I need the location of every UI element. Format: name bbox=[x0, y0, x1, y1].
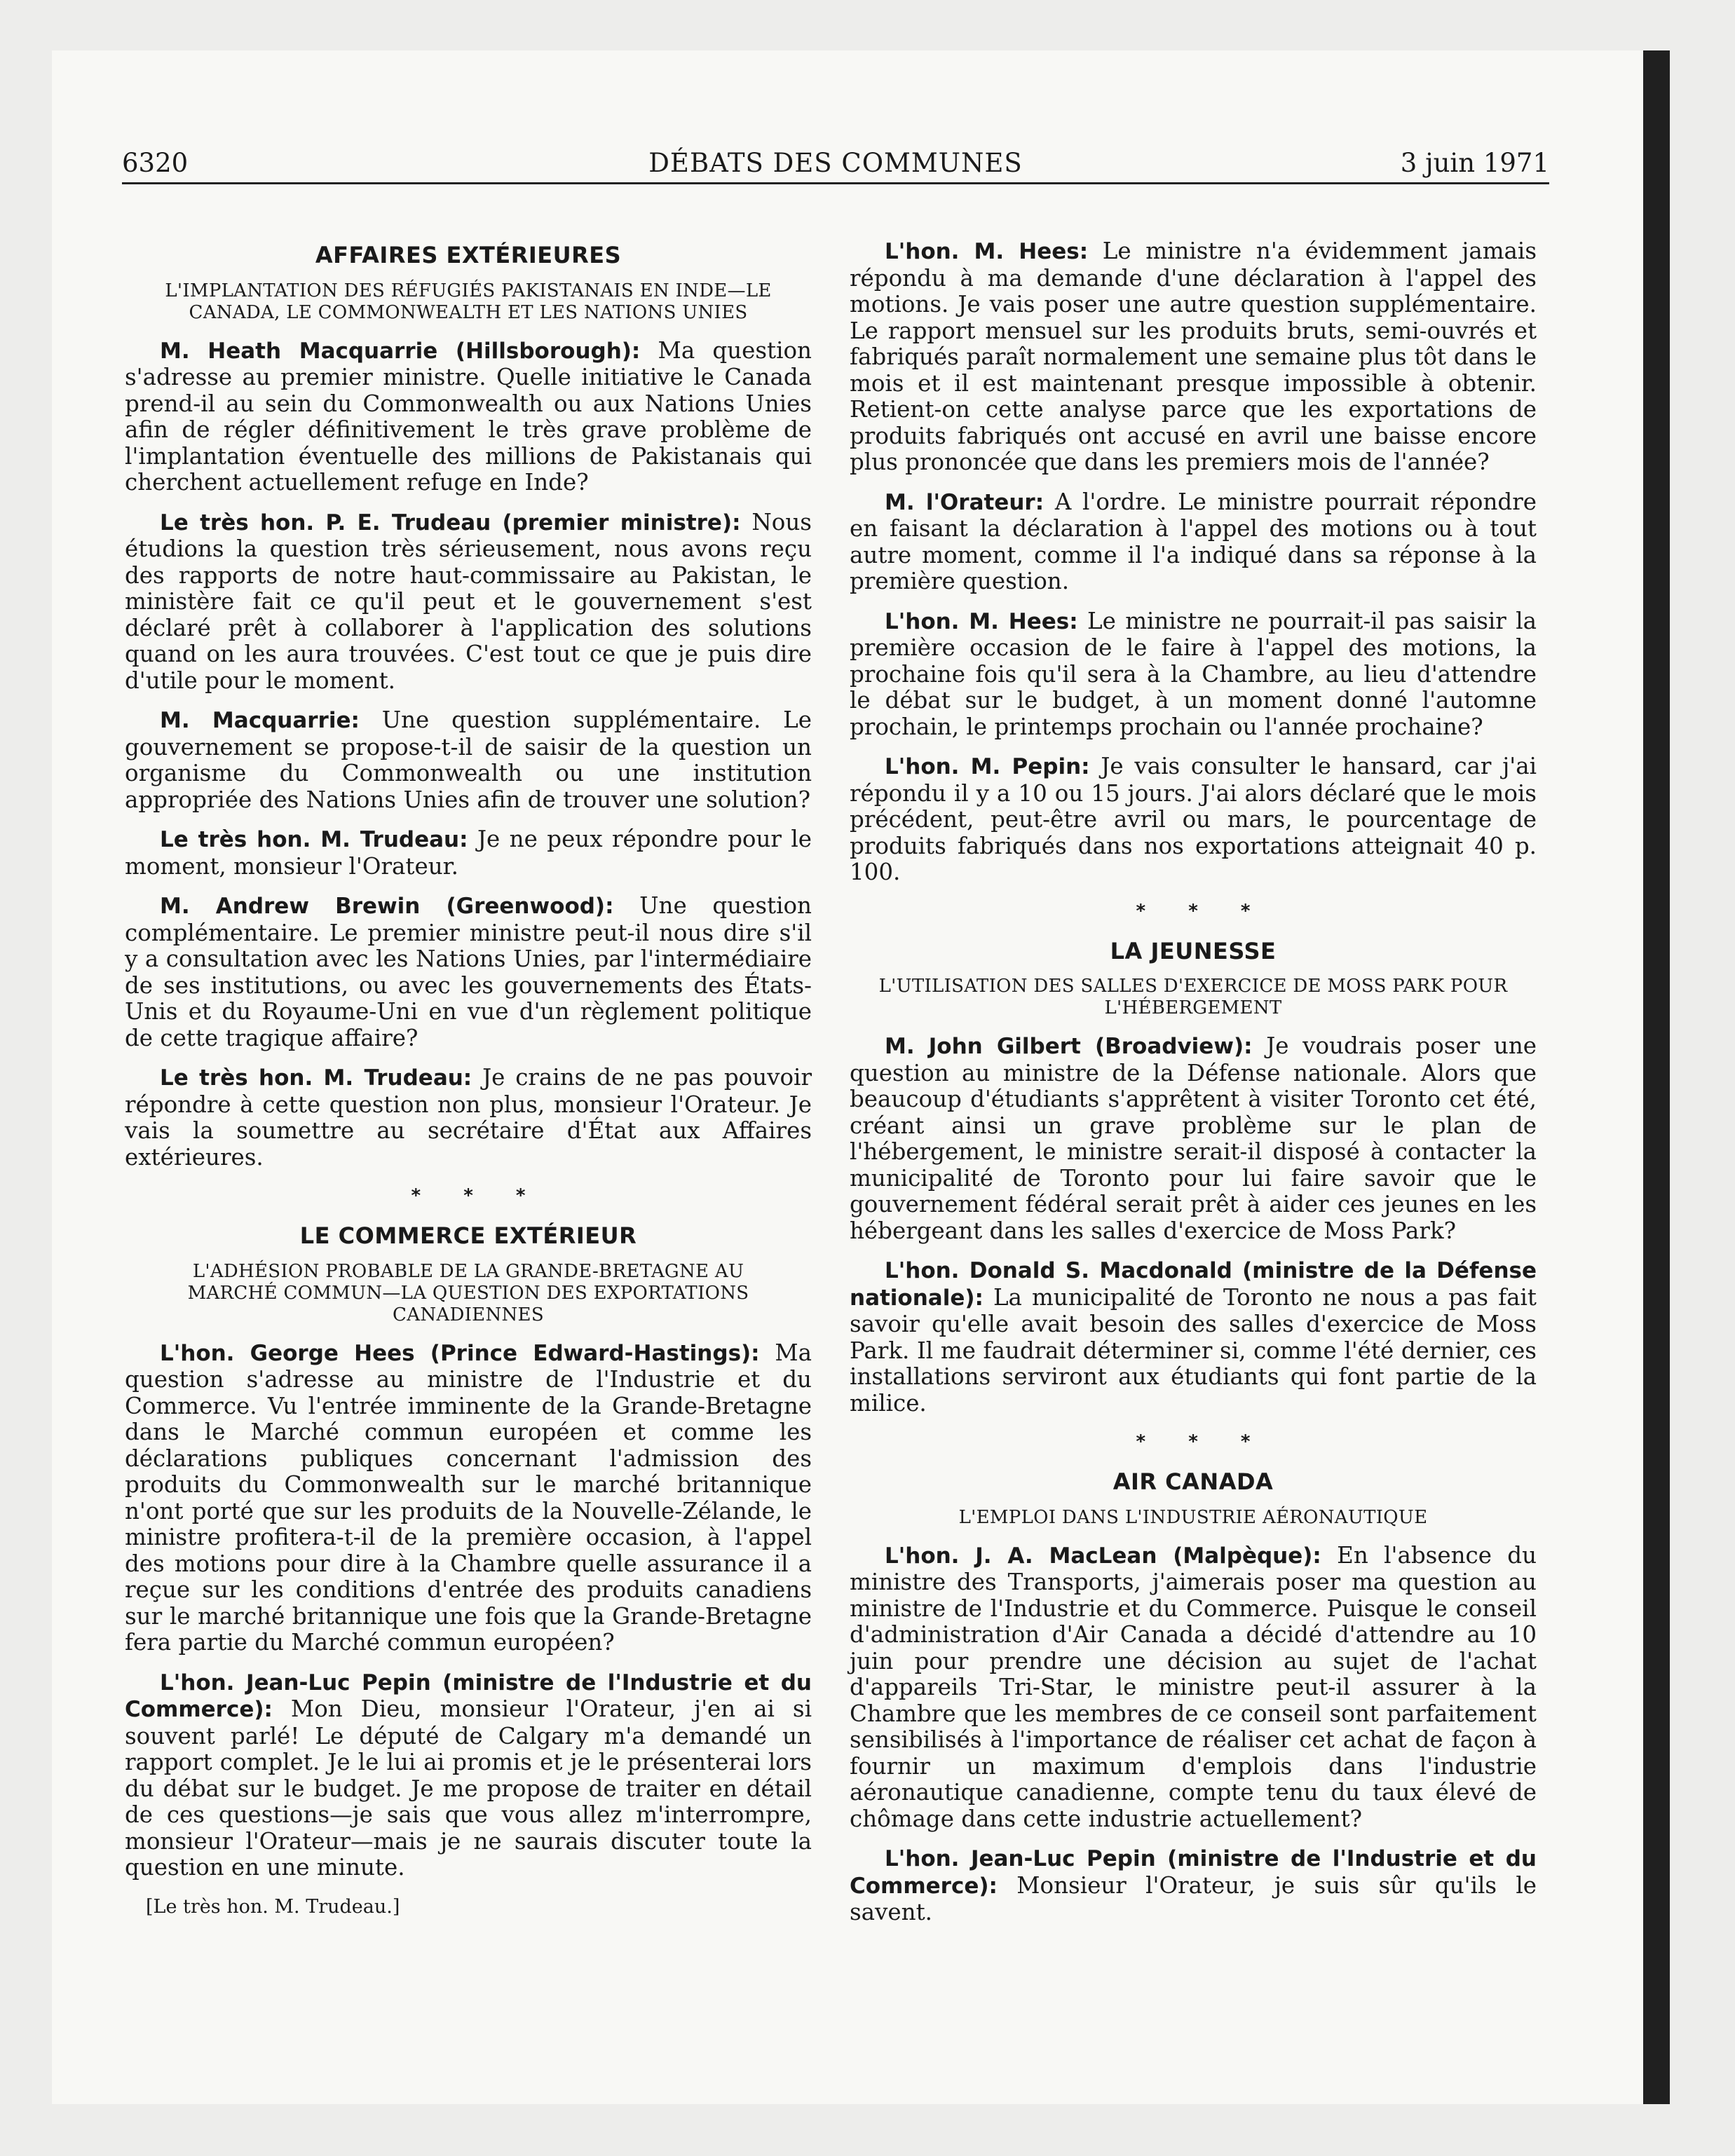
speech-paragraph bbox=[850, 608, 1537, 741]
speech-text: A l'ordre. Le ministre pourrait répondre en faisant la déclaration à l'appel des motions ou à tout autre moment, comme il l'a indiqué dans sa réponse à la première question. bbox=[850, 488, 1537, 594]
speech-text: Nous étudions la question très sérieusement, nous avons reçu des rapports de notre haut-commissaire au Pakistan, le ministère fait ce qu'il peut et le gouvernement s'est déclaré prêt à collaborer à l'application des solutions quand on les aura trouvées. C'est tout ce que je puis dire d'utile pour le moment. bbox=[125, 508, 812, 694]
speech-paragraph bbox=[850, 1845, 1537, 1926]
speaker-name: L'hon. J. A. MacLean (Malpèque): bbox=[885, 1543, 1321, 1569]
section-heading: AIR CANADA bbox=[1113, 1468, 1274, 1495]
speech-paragraph bbox=[125, 707, 812, 813]
speech-paragraph bbox=[125, 338, 812, 496]
section-subheading: L'UTILISATION DES SALLES D'EXERCICE DE MOSS PARK POUR L'HÉBERGEMENT bbox=[878, 976, 1508, 1018]
speech-text: Ma question s'adresse au ministre de l'Industrie et du Commerce. Vu l'entrée imminente de la Grande-Bretagne dans le Marché commun européen et comme les déclarations publiques concernant l'admission des produits du Commonwealth sur le marché britannique n'ont porté que sur les produits de la Nouvelle-Zélande, le ministre profitera-t-il de la première occasion, à l'appel des motions pour dire à la Chambre quelle assurance il a reçue sur les conditions d'entrée des produits canadiens sur le marché britannique une fois que la Grande-Bretagne fera partie du Marché commun européen? bbox=[125, 1339, 812, 1656]
speech-text: Une question complémentaire. Le premier ministre peut-il nous dire s'il y a consultation avec les Nations Unies, par l'intermédiaire de ses institutions, ou avec les gouvernements des États-Unis et du Royaume-Uni en vue d'un règlement politique de cette tragique affaire? bbox=[125, 892, 812, 1051]
speech-paragraph bbox=[850, 1033, 1537, 1244]
speaker-name: L'hon. M. Pepin: bbox=[885, 754, 1090, 779]
speaker-name: Le très hon. M. Trudeau: bbox=[160, 1065, 472, 1091]
speaker-name: M. Macquarrie: bbox=[160, 708, 360, 733]
speech-paragraph bbox=[850, 238, 1537, 476]
section-subheading: L'ADHÉSION PROBABLE DE LA GRANDE-BRETAGNE AU MARCHÉ COMMUN—LA QUESTION DES EXPORTATIONS CANADIENNES bbox=[187, 1260, 749, 1325]
page-header bbox=[122, 140, 1549, 184]
publication-date: 3 juin 1971 bbox=[1400, 148, 1549, 178]
speech-paragraph bbox=[125, 510, 812, 695]
section-separator: * * * bbox=[1136, 1431, 1269, 1452]
left-column bbox=[125, 238, 812, 1920]
speaker-name: M. l'Orateur: bbox=[885, 489, 1045, 515]
section-heading: AFFAIRES EXTÉRIEURES bbox=[315, 242, 622, 268]
speech-paragraph bbox=[850, 489, 1537, 595]
speech-text: La municipalité de Toronto ne nous a pas fait savoir qu'elle avait besoin des salles d'exercice de Moss Park. Il me faudrait déterminer si, comme l'été dernier, ces installations serviront aux étudiants qui font partie de la milice. bbox=[850, 1283, 1537, 1417]
speaker-name: M. John Gilbert (Broadview): bbox=[885, 1034, 1253, 1059]
speech-text: Je voudrais poser une question au ministre de la Défense nationale. Alors que beaucoup d'étudiants s'apprêtent à visiter Toronto cet été, créant ainsi un grave problème sur le plan de l'hébergement, le ministre serait-il disposé à contacter la municipalité de Toronto pour lui faire savoir que le gouvernement fédéral serait prêt à aider ces jeunes en les hébergeant dans les salles d'exercice de Moss Park? bbox=[850, 1032, 1537, 1244]
speech-paragraph bbox=[850, 753, 1537, 886]
section-separator: * * * bbox=[411, 1185, 544, 1206]
speech-paragraph bbox=[125, 1670, 812, 1881]
section-heading: LE COMMERCE EXTÉRIEUR bbox=[299, 1222, 637, 1249]
speaker-name: L'hon. George Hees (Prince Edward-Hastings): bbox=[160, 1340, 760, 1366]
right-column bbox=[850, 238, 1537, 1939]
speech-text: Une question supplémentaire. Le gouvernement se propose-t-il de saisir de la question un organisme du Commonwealth ou une institution appropriée des Nations Unies afin de trouver une solution? bbox=[125, 707, 812, 813]
speaker-name: M. Andrew Brewin (Greenwood): bbox=[160, 894, 614, 919]
speech-text: Je crains de ne pas pouvoir répondre à cette question non plus, monsieur l'Orateur. Je vais la soumettre au secrétaire d'État aux Affaires extérieures. bbox=[125, 1064, 812, 1171]
speech-paragraph bbox=[125, 893, 812, 1051]
section-separator: * * * bbox=[1136, 900, 1269, 922]
speaker-name: L'hon. Jean-Luc Pepin (ministre de l'Industrie et du Commerce): bbox=[850, 1846, 1537, 1899]
speech-text: Monsieur l'Orateur, je suis sûr qu'ils le savent. bbox=[850, 1871, 1537, 1925]
speech-paragraph bbox=[850, 1543, 1537, 1833]
speech-text: Le ministre n'a évidemment jamais répondu à ma demande d'une déclaration à l'appel des motions. Je vais poser une autre question supplémentaire. Le rapport mensuel sur les produits bruts, semi-ouvrés et fabriqués paraît normalement une semaine plus tôt dans le mois et il est maintenant presque impossible à obtenir. Retient-on cette analyse parce que les exportations de produits fabriqués ont accusé en avril une baisse encore plus prononcée que dans les premiers mois de l'année? bbox=[850, 238, 1537, 475]
section-heading: LA JEUNESSE bbox=[1110, 937, 1277, 964]
speaker-name: Le très hon. P. E. Trudeau (premier ministre): bbox=[160, 510, 741, 535]
speech-text: Je ne peux répondre pour le moment, monsieur l'Orateur. bbox=[125, 826, 812, 880]
section-subheading: L'IMPLANTATION DES RÉFUGIÉS PAKISTANAIS EN INDE—LE CANADA, LE COMMONWEALTH ET LES NATIONS UNIES bbox=[165, 280, 772, 323]
speaker-name: L'hon. M. Hees: bbox=[885, 239, 1089, 264]
speaker-name: L'hon. Donald S. Macdonald (ministre de la Défense nationale): bbox=[850, 1258, 1537, 1311]
speech-text: Mon Dieu, monsieur l'Orateur, j'en ai si souvent parlé! Le député de Calgary m'a demandé un rapport complet. Je le lui ai promis et je le présenterai lors du débat sur le budget. Je me propose de traiter en détail de ces questions—je sais que vous allez m'interrompre, monsieur l'Orateur—mais je ne saurais discuter toute la question en une minute. bbox=[125, 1696, 812, 1881]
speaker-note: [Le très hon. M. Trudeau.] bbox=[146, 1895, 400, 1918]
scan-binding-edge bbox=[1643, 50, 1670, 2104]
speech-text: En l'absence du ministre des Transports, j'aimerais poser ma question au ministre de l'Industrie et du Commerce. Puisque le conseil d'administration d'Air Canada a décidé d'attendre au 10 juin pour prendre une décision au sujet de l'achat d'appareils Tri-Star, le ministre peut-il assurer à la Chambre que les membres de ce conseil sont parfaitement sensibilisés à l'importance de réaliser cet achat de façon à fournir un maximum d'emplois dans l'industrie aéronautique canadienne, compte tenu du taux élevé de chômage dans cette industrie actuellement? bbox=[850, 1541, 1537, 1832]
speech-text: Je vais consulter le hansard, car j'ai répondu il y a 10 ou 15 jours. J'ai alors déclaré que le mois précédent, peut-être avril ou mars, le pourcentage de produits fabriqués dans nos exportations atteignait 40 p. 100. bbox=[850, 753, 1537, 885]
publication-title: DÉBATS DES COMMUNES bbox=[648, 148, 1023, 178]
speech-paragraph bbox=[125, 826, 812, 880]
section-subheading: L'EMPLOI DANS L'INDUSTRIE AÉRONAUTIQUE bbox=[958, 1506, 1428, 1528]
speech-text: Ma question s'adresse au premier ministre. Quelle initiative le Canada prend-il au sein du Commonwealth ou aux Nations Unies afin de régler définitivement le très grave problème de l'implantation éventuelle des millions de Pakistanais qui cherchent actuellement refuge en Inde? bbox=[125, 336, 812, 496]
speaker-name: Le très hon. M. Trudeau: bbox=[160, 827, 468, 852]
speech-paragraph bbox=[850, 1257, 1537, 1417]
speech-paragraph bbox=[125, 1065, 812, 1171]
speaker-name: L'hon. Jean-Luc Pepin (ministre de l'Industrie et du Commerce): bbox=[125, 1670, 812, 1722]
speech-paragraph bbox=[125, 1340, 812, 1656]
speech-text: Le ministre ne pourrait-il pas saisir la première occasion de le faire à l'appel des motions, la prochaine fois qu'il sera à la Chambre, au lieu d'attendre le débat sur le budget, à un moment donné l'automne prochain, le printemps prochain ou l'année prochaine? bbox=[850, 607, 1537, 740]
speaker-name: L'hon. M. Hees: bbox=[885, 608, 1078, 634]
speaker-name: M. Heath Macquarrie (Hillsborough): bbox=[160, 338, 641, 364]
page-number: 6320 bbox=[122, 148, 189, 178]
